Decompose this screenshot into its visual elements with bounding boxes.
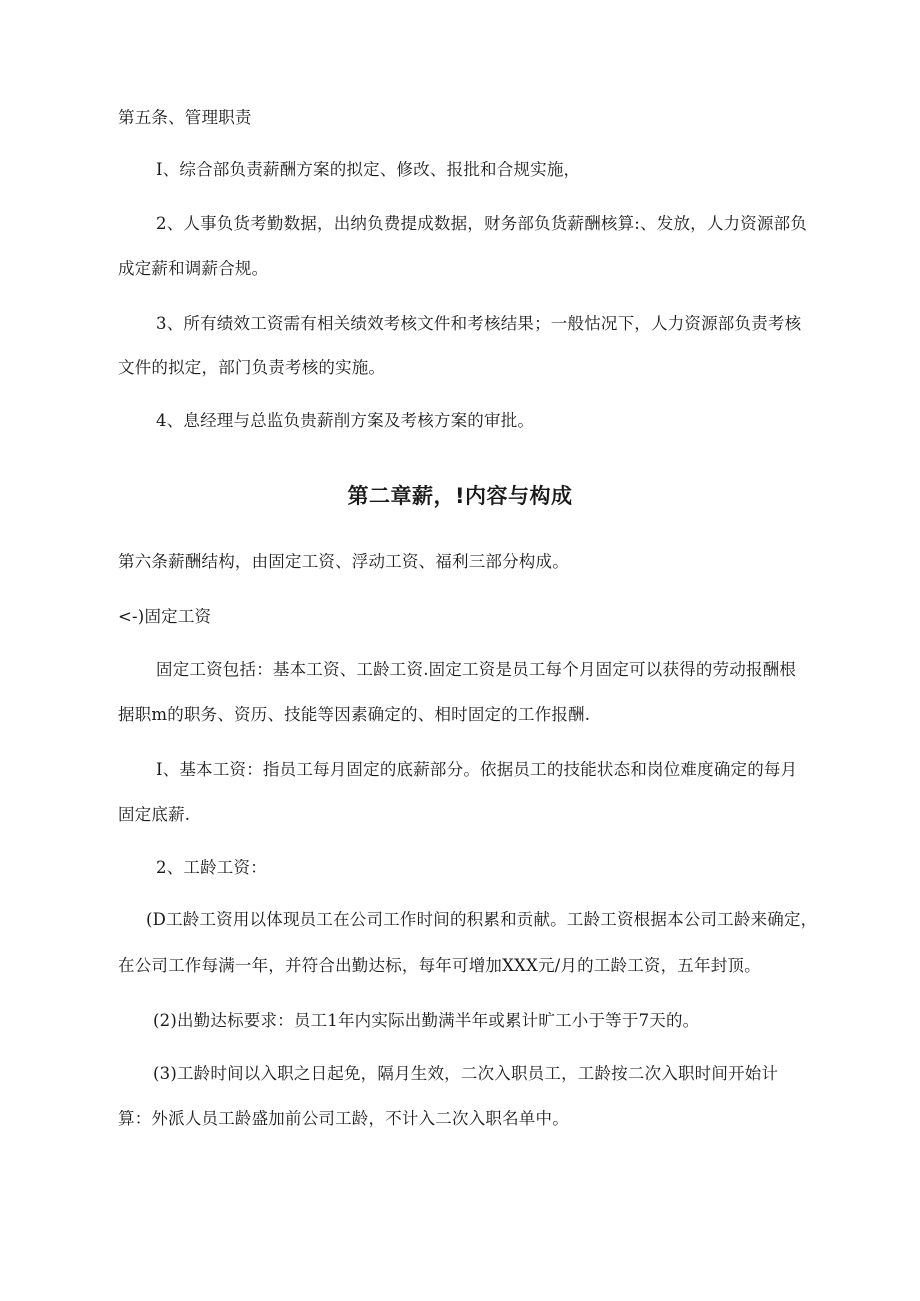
article5-item1: I、综合部负责薪酬方案的拟定、修改、报批和合规实施， (156, 160, 581, 179)
article5-item3-line1: 3、所有绩效工资需有相关绩效考核文件和考核结果；一般怙况下，人力资源部负责考核 (156, 314, 802, 333)
chapter2-heading: 第二章薪，!内容与构成 (347, 484, 573, 508)
fixed-salary-desc-line1: 固定工资包括：基本工资、工龄工资.固定工资是员工每个月固定可以获得的劳动报酬根 (156, 660, 797, 679)
basic-salary-line2: 固定底薪. (118, 805, 191, 824)
article5-item3-line2: 文件的拟定，部门负责考核的实施。 (118, 358, 386, 377)
fixed-salary-title: <-)固定工资 (118, 607, 212, 626)
seniority-p3-line2: 算：外派人员工龄盛加前公司工龄，不计入二次入职名单中。 (118, 1109, 569, 1128)
seniority-p1-line1: (D工龄工资用以体现员工在公司工作时间的积累和贡献。工龄工资根据本公司工龄来确定， (146, 910, 818, 929)
seniority-p1-line2: 在公司工作每满一年，并符合出勤达标，每年可增加XXX元/月的工龄工资，五年封顶。 (118, 956, 761, 975)
article5-title: 第五条、管理职责 (118, 108, 252, 127)
fixed-salary-desc-line2: 据职m的职务、资历、技能等因素确定的、相时固定的工作报酬. (118, 705, 591, 724)
article6-text: 第六条薪酬结构，由固定工资、浮动工资、福利三部分构成。 (118, 552, 569, 571)
seniority-p2: (2)出勤达标要求：员工1年内实际出勤满半年或累计旷工小于等于7天的。 (153, 1011, 700, 1030)
article5-item4: 4、息经理与总监负贵薪削方案及考核方案的审批。 (156, 411, 535, 430)
seniority-salary-title: 2、工龄工资： (156, 858, 267, 877)
article5-item2-line2: 成定薪和调薪合规。 (118, 259, 269, 278)
seniority-p3-line1: (3)工龄时间以入职之日起免，隔月生效，二次入职员工，工龄按二次入职时间开始计 (153, 1064, 779, 1083)
basic-salary-line1: I、基本工资：指员工每月固定的底薪部分。依据员工的技能状态和岗位难度确定的每月 (156, 760, 798, 779)
article5-item2-line1: 2、人事负货考勤数据，出纳负费提成数据，财务部负货薪酬核算:、发放，人力资源部负 (156, 214, 808, 233)
